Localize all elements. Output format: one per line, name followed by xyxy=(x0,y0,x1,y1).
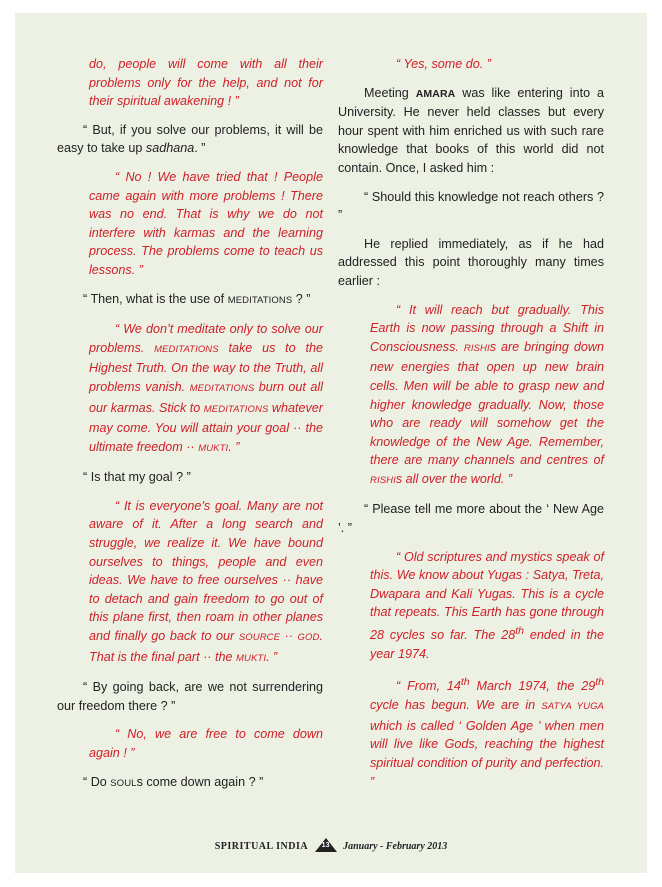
text: s all over the world. ” xyxy=(395,471,513,486)
quote-text: do, people will come with all their problems only for the help, and not for their spiritual awakening ! ” xyxy=(89,57,323,109)
quote-text: “ No ! We have tried that ! People came again with more problems ! There was no end. That is why we do not interfere with karmas and the learning process. The problems come to teach us lessons. ” xyxy=(89,169,323,277)
paragraph: He replied immediately, as if he had addressed this point thoroughly many times earlier : xyxy=(338,236,604,288)
text: take us to the Highest Truth. On the way to the Truth, all problems vanish. xyxy=(89,340,323,394)
right-column xyxy=(338,55,604,801)
page xyxy=(15,13,647,873)
quote-block xyxy=(370,55,604,74)
smallcaps-term: GOD xyxy=(297,632,320,644)
page-footer xyxy=(15,838,647,852)
quote-text xyxy=(370,548,604,664)
page-number: 13 xyxy=(321,842,330,849)
text: “ Do xyxy=(83,774,111,789)
text: burn out all our karmas. Stick to xyxy=(89,379,324,415)
text: “ It will reach but gradually. This Earth is now passing through a Shift in Consciousness. xyxy=(370,302,604,354)
paragraph xyxy=(57,121,323,158)
superscript: th xyxy=(515,625,524,638)
italic-term: sadhana xyxy=(145,141,195,156)
quote-text: “ No, we are free to come down again ! ” xyxy=(89,727,323,760)
paragraph: “ Please tell me more about the ‘ New Age ’. ” xyxy=(338,502,604,536)
smallcaps-term: MEDITATIONS xyxy=(154,343,219,355)
text: cycle has begun. We are in xyxy=(370,698,542,713)
smallcaps-term: SOURCE xyxy=(238,632,281,644)
smallcaps-term: SATYA YUGA xyxy=(541,701,604,713)
smallcaps-term: SOUL xyxy=(110,777,137,789)
quote-block xyxy=(89,320,323,458)
text: “ From, 14 xyxy=(396,679,461,694)
quote-text xyxy=(89,320,323,458)
quote-block xyxy=(89,55,323,111)
smallcaps-term: RISHI xyxy=(370,474,396,486)
quote-block xyxy=(89,497,323,668)
quote-block xyxy=(370,301,604,491)
quote-block xyxy=(89,725,323,762)
text: . ” xyxy=(228,439,240,454)
smallcaps-term: MUKTI xyxy=(198,442,229,454)
text: “ We don’t meditate only to solve our problems. xyxy=(89,322,323,355)
paragraph xyxy=(57,290,323,311)
magazine-title: SPIRITUAL INDIA xyxy=(214,841,309,852)
left-column xyxy=(57,55,323,803)
paragraph xyxy=(57,773,323,794)
text: “ But, if you solve our problems, it will be easy to take up xyxy=(57,122,323,156)
smallcaps-term: MUKTI xyxy=(236,652,267,664)
paragraph xyxy=(338,84,604,178)
paragraph: “ Should this knowledge not reach others ? ” xyxy=(338,189,604,223)
superscript: th xyxy=(460,676,470,689)
text: ·· xyxy=(280,629,298,644)
superscript: th xyxy=(595,676,604,689)
text: . ” xyxy=(266,649,278,664)
smallcaps-term: MEDITATIONS xyxy=(189,382,255,394)
text: s are bringing down new energies that open up new brain cells. Men will be able to grasp new and higher knowledge gradually. Now, those who are ready will somehow get the knowledge of the New Age. Remember, there are many channels and centres of xyxy=(370,339,604,468)
issue-date: January - February 2013 xyxy=(343,841,448,852)
text: “ Then, what is the use of xyxy=(83,291,228,306)
text: which is called ‘ Golden Age ’ when men will live like Gods, reaching the highest spiritual condition of purity and perfection. ” xyxy=(370,718,604,789)
text: was like entering into a University. He never held classes but every hour spent with him enriched us with such rare knowledge that books of this world did not contain. Once, I asked him : xyxy=(338,85,605,175)
text: ended in the year 1974. xyxy=(370,628,604,661)
paragraph: “ By going back, are we not surrendering our freedom there ? ” xyxy=(57,680,323,713)
text: “ It is everyone’s goal. Many are not aware of it. After a long search and struggle, we realize it. We have bound ourselves to things, people and even ideas. We have to free ourselves ·· have to detach and gain freedom to go out of this plane first, then roam in other planes and finally go back to our xyxy=(89,498,323,644)
text: . That is the final part ·· the xyxy=(89,629,323,664)
quote-block xyxy=(370,548,604,792)
smallcaps-term: RISHI xyxy=(463,342,490,354)
quote-text xyxy=(370,301,604,491)
quote-text xyxy=(89,497,323,668)
text: “ Old scriptures and mystics speak of this. We know about Yugas : Satya, Treta, Dwapara and Kali Yugas. This is a cycle that repeats. This Earth has gone through 28 cycles so far. The 28 xyxy=(370,549,604,643)
text: whatever may come. You will attain your goal ·· the ultimate freedom ·· xyxy=(89,400,323,454)
smallcaps-term: MEDITATIONS xyxy=(227,294,293,306)
quote-block xyxy=(89,168,323,280)
text: s come down again ? ” xyxy=(136,774,264,789)
quote-text xyxy=(370,673,604,791)
smallcaps-term: MEDITATIONS xyxy=(203,403,269,415)
text: March 1974, the 29 xyxy=(469,679,596,694)
paragraph: “ Is that my goal ? ” xyxy=(83,470,191,485)
text: ? ” xyxy=(292,291,311,306)
name-amara: AMARA xyxy=(415,87,456,100)
text: Meeting xyxy=(364,85,416,100)
page-number-triangle-icon xyxy=(315,838,337,852)
quote-text: “ Yes, some do. ” xyxy=(396,57,491,71)
text: . ” xyxy=(194,141,206,156)
